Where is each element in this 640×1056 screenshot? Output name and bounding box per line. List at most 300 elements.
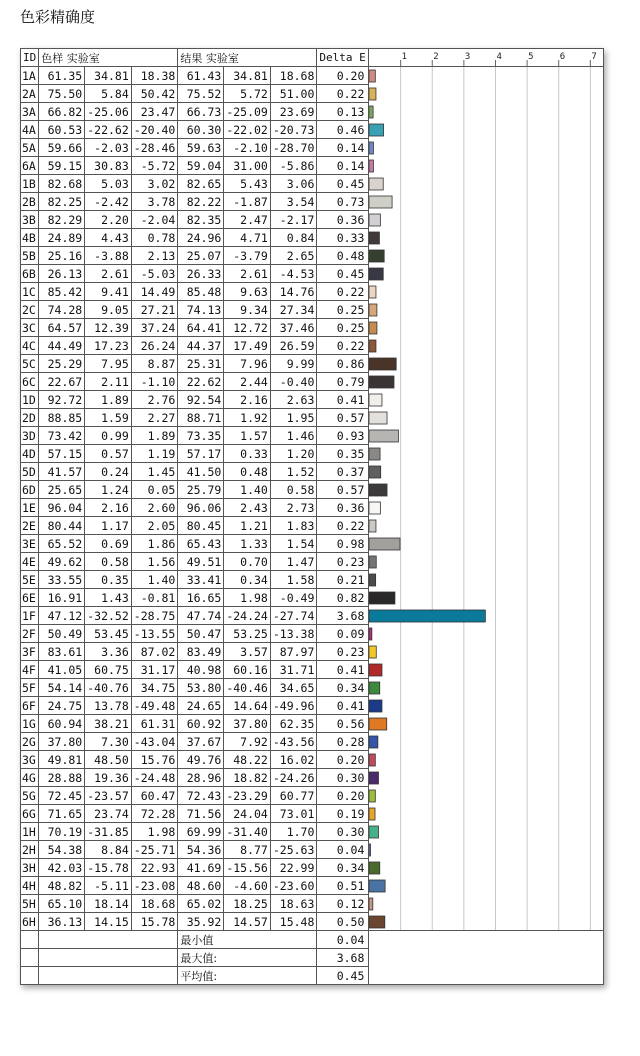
bar-cell: [369, 445, 604, 463]
result-b: 34.65: [270, 679, 317, 697]
result-a: 60.16: [224, 661, 271, 679]
target-a: 9.41: [85, 283, 132, 301]
delta-e-value: 0.22: [317, 337, 369, 355]
summary-label: 最小值: [178, 931, 317, 949]
patch-id: 3E: [21, 535, 39, 553]
target-b: -24.48: [131, 769, 178, 787]
result-a: 8.77: [224, 841, 271, 859]
result-a: 18.82: [224, 769, 271, 787]
target-L: 85.42: [39, 283, 85, 301]
patch-id: 5G: [21, 787, 39, 805]
summary-label: 平均值:: [178, 967, 317, 985]
result-a: 2.47: [224, 211, 271, 229]
result-L: 16.65: [178, 589, 224, 607]
delta-e-bar: [369, 430, 398, 442]
delta-e-value: 0.41: [317, 697, 369, 715]
result-a: -15.56: [224, 859, 271, 877]
bar-row-svg: [369, 301, 603, 319]
target-a: 2.20: [85, 211, 132, 229]
patch-id: 6B: [21, 265, 39, 283]
target-L: 96.04: [39, 499, 85, 517]
result-L: 25.07: [178, 247, 224, 265]
patch-id: 2F: [21, 625, 39, 643]
target-b: 60.47: [131, 787, 178, 805]
result-b: 62.35: [270, 715, 317, 733]
result-L: 40.98: [178, 661, 224, 679]
result-a: -22.02: [224, 121, 271, 139]
result-b: -49.96: [270, 697, 317, 715]
target-L: 66.82: [39, 103, 85, 121]
target-b: 1.40: [131, 571, 178, 589]
delta-e-bar: [369, 682, 380, 694]
color-accuracy-table: [20, 48, 604, 985]
delta-e-value: 0.28: [317, 733, 369, 751]
target-a: 18.14: [85, 895, 132, 913]
data-rows: [21, 67, 604, 931]
bar-cell: [369, 769, 604, 787]
target-L: 25.65: [39, 481, 85, 499]
bar-cell: [369, 229, 604, 247]
table-row: [21, 625, 604, 643]
delta-e-value: 0.57: [317, 409, 369, 427]
result-b: 27.34: [270, 301, 317, 319]
summary-row: [21, 931, 604, 949]
header-id: ID: [21, 49, 39, 67]
result-b: 9.99: [270, 355, 317, 373]
bar-row-svg: [369, 913, 603, 931]
x-tick-label: 3: [465, 52, 471, 62]
delta-e-value: 0.45: [317, 265, 369, 283]
bar-cell: [369, 175, 604, 193]
result-a: 5.72: [224, 85, 271, 103]
delta-e-bar: [369, 808, 375, 820]
patch-id: 1C: [21, 283, 39, 301]
patch-id: 1A: [21, 67, 39, 85]
result-a: 53.25: [224, 625, 271, 643]
delta-e-value: 0.25: [317, 319, 369, 337]
result-b: 1.47: [270, 553, 317, 571]
target-a: 0.69: [85, 535, 132, 553]
delta-e-bar: [369, 880, 385, 892]
result-b: 1.95: [270, 409, 317, 427]
target-a: 1.89: [85, 391, 132, 409]
target-b: 31.17: [131, 661, 178, 679]
delta-e-bar: [369, 160, 373, 172]
result-b: 2.73: [270, 499, 317, 517]
delta-e-value: 0.82: [317, 589, 369, 607]
delta-e-bar: [369, 772, 378, 784]
target-L: 42.03: [39, 859, 85, 877]
result-a: 2.61: [224, 265, 271, 283]
delta-e-bar: [369, 862, 380, 874]
result-a: 1.33: [224, 535, 271, 553]
result-b: 1.52: [270, 463, 317, 481]
result-a: -2.10: [224, 139, 271, 157]
table-row: [21, 139, 604, 157]
bar-row-svg: [369, 445, 603, 463]
delta-e-bar: [369, 754, 375, 766]
result-L: 59.63: [178, 139, 224, 157]
patch-id: 5C: [21, 355, 39, 373]
bar-cell: [369, 643, 604, 661]
patch-id: 1F: [21, 607, 39, 625]
target-L: 75.50: [39, 85, 85, 103]
bar-cell: [369, 589, 604, 607]
target-L: 72.45: [39, 787, 85, 805]
target-a: 12.39: [85, 319, 132, 337]
result-a: 18.25: [224, 895, 271, 913]
target-L: 26.13: [39, 265, 85, 283]
target-b: -2.04: [131, 211, 178, 229]
table-row: [21, 391, 604, 409]
result-b: -5.86: [270, 157, 317, 175]
table-row: [21, 409, 604, 427]
bar-row-svg: [369, 607, 603, 625]
delta-e-bar: [369, 538, 400, 550]
target-a: 1.43: [85, 589, 132, 607]
bar-cell: [369, 697, 604, 715]
bar-cell: [369, 157, 604, 175]
target-L: 83.61: [39, 643, 85, 661]
target-b: 14.49: [131, 283, 178, 301]
target-b: 2.60: [131, 499, 178, 517]
result-L: 61.43: [178, 67, 224, 85]
delta-e-bar: [369, 916, 385, 928]
patch-id: 4B: [21, 229, 39, 247]
bar-row-svg: [369, 535, 603, 553]
delta-e-value: 0.46: [317, 121, 369, 139]
table-row: [21, 895, 604, 913]
target-a: 19.36: [85, 769, 132, 787]
table-row: [21, 841, 604, 859]
result-a: -31.40: [224, 823, 271, 841]
target-a: -5.11: [85, 877, 132, 895]
result-b: 1.54: [270, 535, 317, 553]
bar-row-svg: [369, 805, 603, 823]
result-L: 92.54: [178, 391, 224, 409]
patch-id: 2D: [21, 409, 39, 427]
header-target-lab: 色样 实验室: [39, 49, 178, 67]
target-a: 7.95: [85, 355, 132, 373]
table-row: [21, 229, 604, 247]
table-row: [21, 751, 604, 769]
target-a: -32.52: [85, 607, 132, 625]
bar-row-svg: [369, 427, 603, 445]
result-a: 9.34: [224, 301, 271, 319]
target-a: 60.75: [85, 661, 132, 679]
result-L: 75.52: [178, 85, 224, 103]
delta-e-value: 0.20: [317, 751, 369, 769]
table-row: [21, 463, 604, 481]
table-row: [21, 787, 604, 805]
target-L: 54.14: [39, 679, 85, 697]
delta-e-bar: [369, 790, 375, 802]
delta-e-value: 0.20: [317, 787, 369, 805]
target-b: -0.81: [131, 589, 178, 607]
table-row: [21, 499, 604, 517]
delta-e-value: 0.25: [317, 301, 369, 319]
bar-row-svg: [369, 571, 603, 589]
summary-empty-target: [39, 949, 178, 967]
result-L: 83.49: [178, 643, 224, 661]
patch-id: 4F: [21, 661, 39, 679]
result-b: -43.56: [270, 733, 317, 751]
target-L: 25.29: [39, 355, 85, 373]
bar-cell: [369, 913, 604, 931]
target-L: 22.67: [39, 373, 85, 391]
bar-row-svg: [369, 679, 603, 697]
result-a: 0.33: [224, 445, 271, 463]
result-L: 22.62: [178, 373, 224, 391]
delta-e-value: 0.98: [317, 535, 369, 553]
table-row: [21, 175, 604, 193]
result-a: 14.57: [224, 913, 271, 931]
delta-e-value: 0.37: [317, 463, 369, 481]
result-b: 14.76: [270, 283, 317, 301]
delta-e-bar: [369, 196, 392, 208]
bar-row-svg: [369, 841, 603, 859]
patch-id: 5B: [21, 247, 39, 265]
delta-e-value: 0.22: [317, 283, 369, 301]
target-L: 88.85: [39, 409, 85, 427]
target-a: -31.85: [85, 823, 132, 841]
result-a: 1.40: [224, 481, 271, 499]
target-L: 36.13: [39, 913, 85, 931]
header-axis-cell: [369, 49, 604, 67]
delta-e-bar: [369, 520, 376, 532]
delta-e-value: 0.23: [317, 643, 369, 661]
bar-row-svg: [369, 85, 603, 103]
result-L: 49.76: [178, 751, 224, 769]
patch-id: 3D: [21, 427, 39, 445]
target-a: -25.06: [85, 103, 132, 121]
result-b: -28.70: [270, 139, 317, 157]
bar-row-svg: [369, 121, 603, 139]
target-L: 73.42: [39, 427, 85, 445]
table-row: [21, 535, 604, 553]
bar-cell: [369, 427, 604, 445]
bar-row-svg: [369, 139, 603, 157]
bar-row-svg: [369, 643, 603, 661]
result-a: 5.43: [224, 175, 271, 193]
bar-row-svg: [369, 355, 603, 373]
target-a: 2.61: [85, 265, 132, 283]
bar-row-svg: [369, 175, 603, 193]
result-b: -24.26: [270, 769, 317, 787]
bar-cell: [369, 283, 604, 301]
delta-e-bar: [369, 88, 376, 100]
target-L: 41.57: [39, 463, 85, 481]
bar-row-svg: [369, 697, 603, 715]
result-a: -40.46: [224, 679, 271, 697]
result-L: 41.69: [178, 859, 224, 877]
table-row: [21, 337, 604, 355]
patch-id: 2A: [21, 85, 39, 103]
bar-row-svg: [369, 193, 603, 211]
result-a: -1.87: [224, 193, 271, 211]
delta-e-value: 0.04: [317, 841, 369, 859]
bar-row-svg: [369, 751, 603, 769]
summary-empty-bar: [369, 931, 604, 949]
result-a: 7.92: [224, 733, 271, 751]
result-a: 1.57: [224, 427, 271, 445]
result-b: 73.01: [270, 805, 317, 823]
bar-cell: [369, 499, 604, 517]
target-b: -28.46: [131, 139, 178, 157]
bar-cell: [369, 661, 604, 679]
target-a: 9.05: [85, 301, 132, 319]
target-b: 1.56: [131, 553, 178, 571]
bar-row-svg: [369, 103, 603, 121]
result-L: 28.96: [178, 769, 224, 787]
result-a: -4.60: [224, 877, 271, 895]
bar-row-svg: [369, 283, 603, 301]
bar-cell: [369, 355, 604, 373]
target-b: 15.76: [131, 751, 178, 769]
target-a: 2.16: [85, 499, 132, 517]
target-b: 1.89: [131, 427, 178, 445]
result-L: 35.92: [178, 913, 224, 931]
patch-id: 3B: [21, 211, 39, 229]
bar-cell: [369, 211, 604, 229]
result-a: 0.48: [224, 463, 271, 481]
target-a: 13.78: [85, 697, 132, 715]
bar-cell: [369, 265, 604, 283]
bar-row-svg: [369, 499, 603, 517]
delta-e-bar: [369, 664, 382, 676]
summary-value: 0.04: [317, 931, 369, 949]
target-L: 28.88: [39, 769, 85, 787]
bar-row-svg: [369, 877, 603, 895]
x-tick-label: 6: [560, 52, 566, 62]
table-row: [21, 679, 604, 697]
table-row: [21, 373, 604, 391]
table-row: [21, 103, 604, 121]
result-a: 37.80: [224, 715, 271, 733]
result-L: 54.36: [178, 841, 224, 859]
bar-cell: [369, 715, 604, 733]
bar-cell: [369, 139, 604, 157]
target-a: 34.81: [85, 67, 132, 85]
target-L: 82.25: [39, 193, 85, 211]
bar-row-svg: [369, 391, 603, 409]
table-row: [21, 913, 604, 931]
result-L: 48.60: [178, 877, 224, 895]
target-a: 0.57: [85, 445, 132, 463]
bar-cell: [369, 895, 604, 913]
summary-value: 0.45: [317, 967, 369, 985]
delta-e-value: 0.36: [317, 211, 369, 229]
bar-row-svg: [369, 823, 603, 841]
result-a: -23.29: [224, 787, 271, 805]
result-L: 65.02: [178, 895, 224, 913]
x-tick-label: 5: [528, 52, 534, 62]
summary-row: [21, 967, 604, 985]
bar-row-svg: [369, 247, 603, 265]
table-row: [21, 589, 604, 607]
summary-empty-id: [21, 931, 39, 949]
patch-id: 2G: [21, 733, 39, 751]
result-L: 57.17: [178, 445, 224, 463]
result-L: 80.45: [178, 517, 224, 535]
bar-row-svg: [369, 769, 603, 787]
target-a: 0.99: [85, 427, 132, 445]
table-row: [21, 571, 604, 589]
table-row: [21, 697, 604, 715]
patch-id: 6D: [21, 481, 39, 499]
result-L: 82.22: [178, 193, 224, 211]
result-a: 48.22: [224, 751, 271, 769]
target-L: 74.28: [39, 301, 85, 319]
delta-e-bar: [369, 124, 384, 136]
target-b: 3.02: [131, 175, 178, 193]
target-a: 4.43: [85, 229, 132, 247]
bar-row-svg: [369, 481, 603, 499]
result-L: 72.43: [178, 787, 224, 805]
target-b: -1.10: [131, 373, 178, 391]
result-a: -25.09: [224, 103, 271, 121]
result-a: 17.49: [224, 337, 271, 355]
bar-cell: [369, 805, 604, 823]
result-a: 12.72: [224, 319, 271, 337]
result-b: 31.71: [270, 661, 317, 679]
result-L: 24.96: [178, 229, 224, 247]
bar-row-svg: [369, 589, 603, 607]
patch-id: 5A: [21, 139, 39, 157]
table-row: [21, 157, 604, 175]
target-L: 25.16: [39, 247, 85, 265]
target-L: 48.82: [39, 877, 85, 895]
target-a: 1.59: [85, 409, 132, 427]
table-row: [21, 283, 604, 301]
target-a: -3.88: [85, 247, 132, 265]
delta-e-value: 0.22: [317, 85, 369, 103]
delta-e-bar: [369, 502, 380, 514]
bar-row-svg: [369, 67, 603, 85]
delta-e-bar: [369, 178, 383, 190]
target-b: 15.78: [131, 913, 178, 931]
bar-cell: [369, 301, 604, 319]
patch-id: 3G: [21, 751, 39, 769]
target-b: 87.02: [131, 643, 178, 661]
bar-cell: [369, 787, 604, 805]
result-L: 59.04: [178, 157, 224, 175]
patch-id: 4H: [21, 877, 39, 895]
result-L: 64.41: [178, 319, 224, 337]
target-b: 34.75: [131, 679, 178, 697]
delta-e-value: 0.56: [317, 715, 369, 733]
result-b: -27.74: [270, 607, 317, 625]
table-row: [21, 193, 604, 211]
bar-cell: [369, 337, 604, 355]
delta-e-value: 0.14: [317, 157, 369, 175]
target-L: 50.49: [39, 625, 85, 643]
target-L: 44.49: [39, 337, 85, 355]
result-b: 18.63: [270, 895, 317, 913]
table-row: [21, 661, 604, 679]
target-a: -15.78: [85, 859, 132, 877]
bar-cell: [369, 607, 604, 625]
summary-empty-id: [21, 949, 39, 967]
result-b: 51.00: [270, 85, 317, 103]
target-L: 71.65: [39, 805, 85, 823]
result-a: 1.98: [224, 589, 271, 607]
table-row: [21, 715, 604, 733]
target-L: 57.15: [39, 445, 85, 463]
patch-id: 5H: [21, 895, 39, 913]
delta-e-value: 0.36: [317, 499, 369, 517]
result-a: 4.71: [224, 229, 271, 247]
